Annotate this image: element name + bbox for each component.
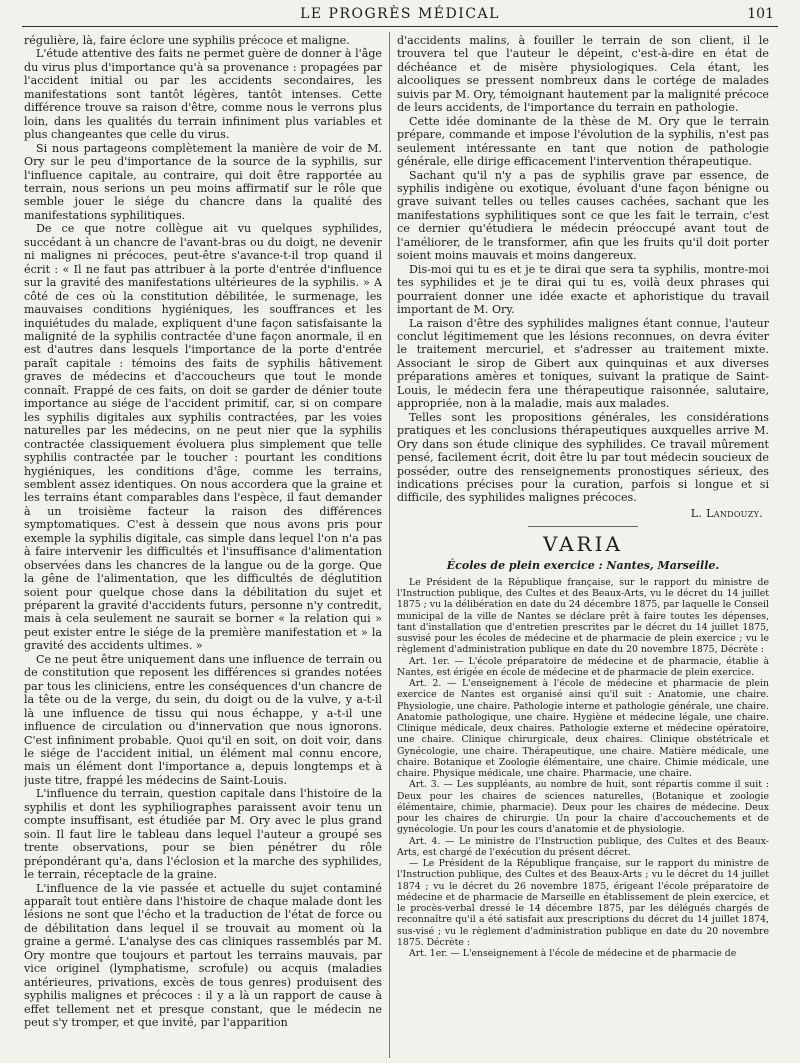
- author-signature: L. Landouzy.: [690, 506, 763, 520]
- decree-paragraph: Le Président de la République française, sur le rapport du ministre de l'Instruction publique, des Cultes et des Beaux-Arts, vu le décret du 14 juillet 1875 ; vu la délibération en date du 24 décembre 1875, par laquelle le Conseil municipal de la ville de Nantes se déclare prêt à faire toutes les dépenses, tant d'installation que d'entretien prescrites par le décret du 14 juillet 1875, susvisé pour les écoles de médecine et de pharmacie de plein exercice ; vu le règlement d'administration publique en date du 20 novembre 1875, Décrète :: [397, 576, 769, 656]
- section-separator: [528, 526, 638, 527]
- column-divider: [389, 32, 390, 1058]
- page-header: [22, 4, 778, 27]
- varia-subheading: Écoles de plein exercice : Nantes, Marseille.: [446, 559, 720, 573]
- right-column: [397, 34, 769, 1058]
- journal-title: LE PROGRÈS MÉDICAL: [300, 6, 500, 22]
- paragraph: Sachant qu'il n'y a pas de syphilis grave par essence, de syphilis indigène ou exotique, évoluant d'une façon bénigne ou grave suivant telles ou telles causes cachées, sachant que les manifestations syphilitiques sont ce que les fait le terrain, c'est ce dernier qu'étudiera le médecin préoccupé avant tout de l'améliorer, de le transformer, afin que les fruits qu'il doit porter soient moins mauvais et moins dangereux.: [397, 168, 769, 263]
- decree-paragraph: Art. 1er. — L'enseignement à l'école de médecine et de pharmacie de: [409, 948, 737, 960]
- paragraph: La raison d'être des syphilides malignes étant connue, l'auteur conclut légitimement que les lésions reconnues, on devra éviter le traitement mercuriel, et s'adresser au traitement mixte. Associant le sirop de Gibert aux quinquinas et aux diverses préparations amères et toniques, suivant la pratique de Saint-Louis, le médecin fera une thérapeutique raisonnée, salutaire, appropriée, non à la maladie, mais aux malades.: [397, 316, 769, 411]
- paragraph: régulière, là, faire éclore une syphilis précoce et maligne.: [24, 34, 350, 47]
- decree-paragraph: Art. 2. — L'enseignement à l'école de médecine et pharmacie de plein exercice de Nantes est organisé ainsi qu'il suit : Anatomie, une chaire. Physiologie, une chaire. Pathologie interne et pathologie générale, une chaire. Anatomie pathologique, une chaire. Hygiène et médecine légale, une chaire. Clinique médicale, deux chaires. Pathologie externe et médecine opératoire, une chaire. Clinique chirurgicale, deux chaires. Clinique obstétricale et Gynécologie, une chaire. Thérapeutique, une chaire. Matière médicale, une chaire. Botanique et Zoologie élémentaire, une chaire. Chimie médicale, une chaire. Physique médicale, une chaire. Pharmacie, une chaire.: [397, 678, 769, 780]
- left-column: [24, 34, 382, 1058]
- decree-paragraph: Art. 3. — Les suppléants, au nombre de huit, sont répartis comme il suit : Deux pour les chaires de sciences naturelles, (Botanique et zoologie élémentaire, chimie, pharmacie). Deux pour les chaires de médecine. Deux pour les chaires de chirurgie. Un pour la chaire d'accouchements et de gynécologie. Un pour les cours d'anatomie et de physiologie.: [397, 779, 769, 836]
- varia-heading: VARIA: [543, 532, 623, 557]
- paragraph: L'étude attentive des faits ne permet guère de donner à l'âge du virus plus d'importance qu'à sa provenance : propagées par l'accident initial ou par les accidents secondaires, les manifestations sont tantôt légères, tantôt intenses. Cette différence trouve sa raison d'être, comme nous le verrons plus loin, dans les qualités du terrain infiniment plus variables et plus changeantes que celle du virus.: [24, 47, 382, 142]
- paragraph: d'accidents malins, à fouiller le terrain de son client, il le trouvera tel que l'auteur le dépeint, c'est-à-dire en état de déchéance et de misère physiologiques. Cela étant, les alcooliques se pressent nombreux dans le cortége de malades suivis par M. Ory, témoignant hautement par la malignité précoce de leurs accidents, de l'importance du terrain en pathologie.: [397, 34, 769, 115]
- decree-paragraph: Art. 1er. — L'école préparatoire de médecine et de pharmacie, établie à Nantes, est érigée en école de médecine et de pharmacie de plein exercice.: [397, 655, 769, 678]
- paragraph: Cette idée dominante de la thèse de M. Ory que le terrain prépare, commande et impose l'évolution de la syphilis, n'est pas seulement intéressante en tant que notion de pathologie générale, elle dirige efficacement l'intervention thérapeutique.: [397, 114, 769, 169]
- decree-paragraph: — Le Président de la République française, sur le rapport du ministre de l'Instruction publique, des Cultes et des Beaux-Arts ; vu le décret du 14 juillet 1874 ; vu le décret du 26 novembre 1875, érigeant l'école préparatoire de médecine et de pharmacie de Marseille en établissement de plein exercice, et le procès-verbal dressé le 14 décembre 1875, par les délégués chargés de reconnaître qu'il a été satisfait aux prescriptions du décret du 14 juillet 1874, sus-visé ; vu le règlement d'administration publique en date du 20 novembre 1875. Décrète :: [397, 858, 769, 948]
- paragraph: Ce ne peut être uniquement dans une influence de terrain ou de constitution que reposent les différences si grandes notées par tous les cliniciens, entre les conséquences d'un chancre de la tête ou de la verge, du sein, du doigt ou de la vulve, y a-t-il là une influence de tissu qui nous échappe, y a-t-il une influence de circulation ou d'innervation que nous ignorons. C'est infiniment probable. Quoi qu'il en soit, on doit voir, dans le siége de l'accident initial, un élément mal connu encore, mais un élément dont l'importance a, depuis longtemps et à juste titre, frappé les médecins de Saint-Louis.: [24, 652, 382, 787]
- varia-body: [397, 577, 769, 960]
- page-number: 101: [747, 6, 774, 22]
- paragraph: L'influence de la vie passée et actuelle du sujet contaminé apparaît tout entière dans l'histoire de chaque malade dont les lésions ne sont que l'écho et la traduction de l'état de force ou de débilitation dans lequel il se trouvait au moment où la graine a germé. L'analyse des cas cliniques rassemblés par M. Ory montre que toujours et partout les terrains mauvais, par vice originel (lymphatisme, scrofule) ou acquis (maladies antérieures, privations, excès de tous genres) produisent des syphilis malignes et précoces : il y a là un rapport de cause à effet tellement net et presque constant, que le médecin ne peut s'y tromper, et que invité, par l'apparition: [24, 881, 382, 1030]
- paragraph: Si nous partageons complètement la manière de voir de M. Ory sur le peu d'importance de la source de la syphilis, sur l'influence capitale, au contraire, qui doit être rapportée au terrain, nous serions un peu moins affirmatif sur le rôle que semble jouer le siége du chancre dans la qualité des manifestations syphilitiques.: [24, 141, 382, 222]
- paragraph: Dis-moi qui tu es et je te dirai que sera ta syphilis, montre-moi tes syphilides et je te dirai qui tu es, voilà deux phrases qui pourraient donner une idée exacte et aphoristique du travail important de M. Ory.: [397, 262, 769, 317]
- decree-paragraph: Art. 4. — Le ministre de l'Instruction publique, des Cultes et des Beaux-Arts, est chargé de l'exécution du présent décret.: [397, 835, 769, 858]
- paragraph: De ce que notre collègue ait vu quelques syphilides, succédant à un chancre de l'avant-bras ou du doigt, ne devenir ni malignes ni précoces, peut-être s'avance-t-il trop quand il écrit : « Il ne faut pas attribuer à la porte d'entrée d'influence sur la gravité des manifestations ultérieures de la syphilis. » A côté de ces où la constitution débilitée, le surmenage, les mauvaises conditions hygiéniques, les souffrances et les inquiétudes du malade, expliquent d'une façon satisfaisante la malignité de la syphilis contractée d'une façon anormale, il en est d'autres dans lesquels l'importance de la porte d'entrée paraît capitale : témoins des faits de syphilis hâtivement graves de médecins et d'accoucheurs que tout le monde connaît. Frappé de ces faits, on doit se garder de dénier toute importance au siége de l'accident primitif, car, si on compare les syphilis digitales aux syphilis contractées, par les voies naturelles par les médecins, on ne peut nier que la syphilis contractée classiquement évoluera plus simplement que telle syphilis contractée par le toucher : pourtant les conditions hygiéniques, les conditions d'âge, comme les terrains, semblent assez identiques. On nous accordera que la graine et les terrains étant comparables dans l'espèce, il faut demander à un troisième facteur la raison des différences symptomatiques. C'est à dessein que nous avons pris pour exemple la syphilis digitale, cas simple dans lequel l'on n'a pas à faire intervenir les difficultés et l'insuffisance d'alimentation observées dans les chancres de la langue ou de la gorge. Que la gêne de l'alimentation, que les difficultés de déglutition soient pour quelque chose dans la débilitation du sujet et préparent la gravité d'accidents futurs, personne n'y contredit, mais à cela seulement ne saurait se borner « la relation qui » peut exister entre le siége de la première manifestation et » la gravité des accidents ultimes. »: [24, 222, 382, 653]
- paragraph: Telles sont les propositions générales, les considérations pratiques et les conclusions thérapeutiques auxquelles arrive M. Ory dans son étude clinique des syphilides. Ce travail mûrement pensé, facilement écrit, doit être lu par tout médecin soucieux de posséder, outre des renseignements pronostiques sérieux, des indications précises pour la curation, parfois si longue et si difficile, des syphilides malignes précoces.: [397, 410, 769, 505]
- paragraph: L'influence du terrain, question capitale dans l'histoire de la syphilis et dont les syphiliographes paraissent avoir tenu un compte insuffisant, est étudiée par M. Ory avec le plus grand soin. Il faut lire le tableau dans lequel l'auteur a groupé ses trente observations, pour se bien pénétrer du rôle prépondérant qu'a, dans l'éclosion et la marche des syphilides, le terrain, réceptacle de la graine.: [24, 787, 382, 882]
